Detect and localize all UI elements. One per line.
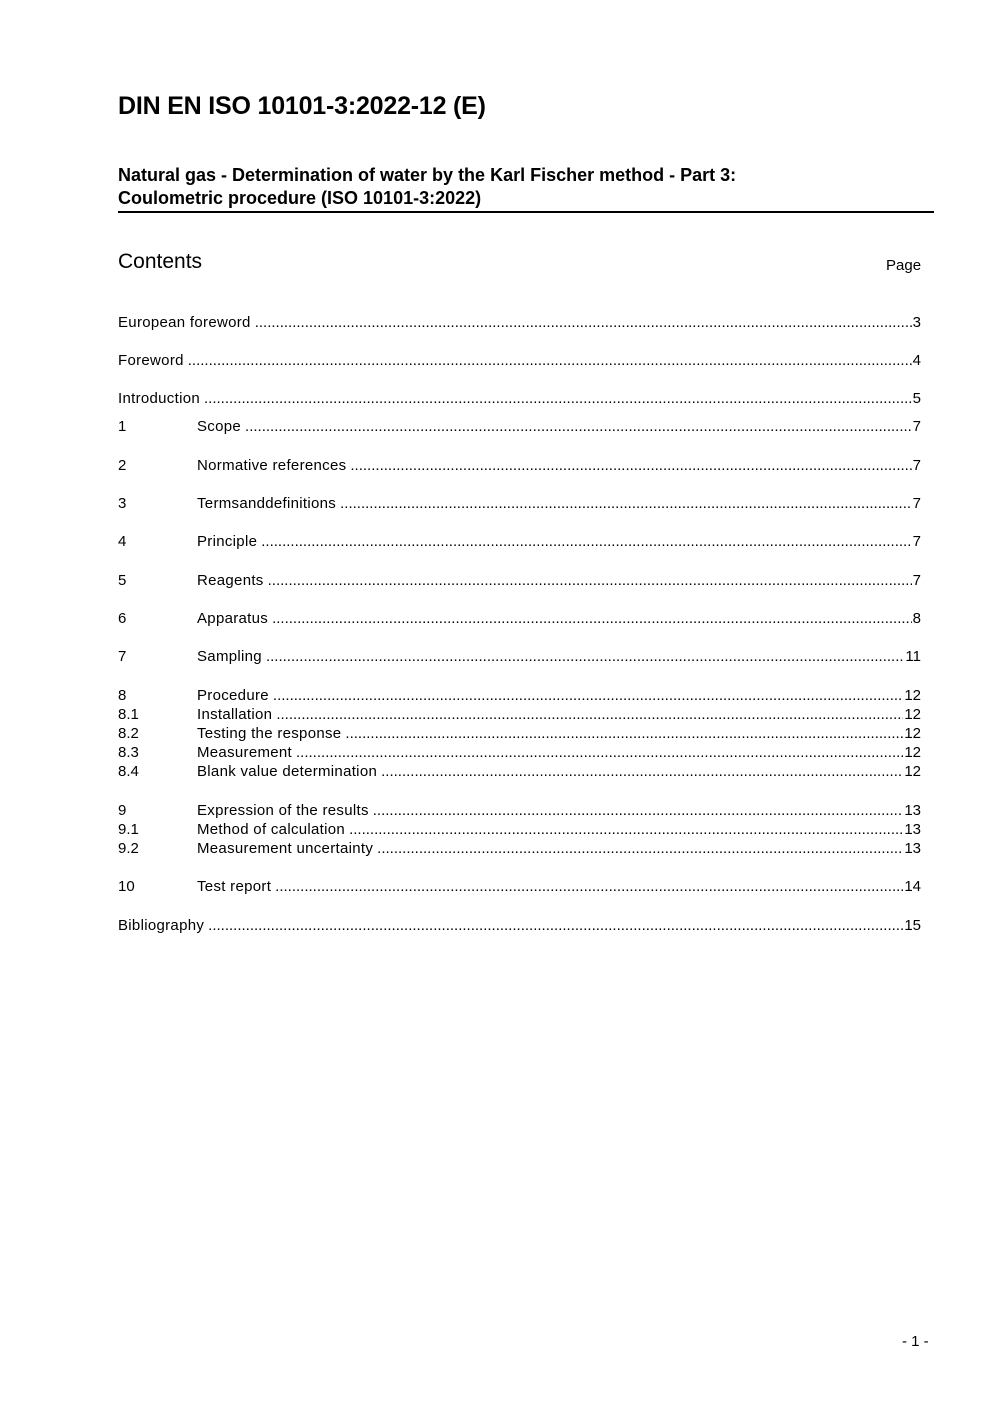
toc-entry-terms-and-definitions[interactable] (118, 494, 921, 513)
toc-dot-leader (381, 762, 903, 781)
toc-entry-page: 7 (912, 572, 921, 589)
toc-entry-sampling[interactable] (118, 647, 921, 666)
toc-entry-title: Principle (197, 533, 258, 550)
toc-dot-leader (373, 801, 904, 820)
toc-entry-number: 6 (118, 610, 127, 627)
toc-dot-leader (276, 705, 903, 724)
subtitle-line-2: Coulometric procedure (ISO 10101-3:2022) (118, 188, 482, 208)
toc-entry-page: 7 (912, 533, 921, 550)
toc-entry-title: European foreword (118, 314, 251, 331)
toc-dot-leader (266, 647, 904, 666)
toc-entry-number: 9.1 (118, 821, 139, 838)
toc-entry-number: 10 (118, 878, 135, 895)
toc-entry-expression-of-results[interactable] (118, 801, 921, 820)
toc-entry-number: 3 (118, 495, 127, 512)
toc-entry-introduction[interactable] (118, 389, 921, 408)
toc-entry-page: 4 (912, 352, 921, 369)
toc-entry-page: 12 (904, 763, 921, 780)
toc-entry-procedure[interactable] (118, 686, 921, 705)
document-subtitle (118, 164, 934, 213)
toc-entry-title: Blank value determination (197, 763, 378, 780)
toc-dot-leader (272, 609, 912, 628)
toc-entry-title: Sampling (197, 648, 262, 665)
toc-entry-bibliography[interactable] (118, 916, 921, 935)
toc-entry-page: 5 (912, 390, 921, 407)
toc-entry-page: 12 (904, 725, 921, 742)
footer-page-number: - 1 - (902, 1333, 929, 1350)
toc-entry-testing-the-response[interactable] (118, 724, 921, 743)
toc-entry-title: Testing the response (197, 725, 342, 742)
toc-dot-leader (296, 743, 903, 762)
toc-entry-page: 12 (904, 744, 921, 761)
toc-dot-leader (349, 820, 903, 839)
toc-entry-title: Normative references (197, 457, 347, 474)
toc-dot-leader (268, 571, 912, 590)
toc-entry-measurement[interactable] (118, 743, 921, 762)
toc-entry-apparatus[interactable] (118, 609, 921, 628)
toc-entry-page: 12 (904, 706, 921, 723)
toc-entry-installation[interactable] (118, 705, 921, 724)
toc-entry-test-report[interactable] (118, 877, 921, 896)
toc-entry-title: Introduction (118, 390, 200, 407)
toc-entry-number: 8.3 (118, 744, 139, 761)
toc-dot-leader (245, 417, 912, 436)
toc-entry-page: 13 (904, 802, 921, 819)
toc-entry-number: 1 (118, 418, 127, 435)
toc-dot-leader (273, 686, 903, 705)
toc-entry-title: Bibliography (118, 917, 205, 934)
toc-entry-number: 8 (118, 687, 127, 704)
toc-dot-leader (350, 456, 911, 475)
toc-entry-number: 8.1 (118, 706, 139, 723)
toc-entry-title: Expression of the results (197, 802, 369, 819)
toc-entry-number: 8.2 (118, 725, 139, 742)
toc-entry-title: Reagents (197, 572, 264, 589)
toc-dot-leader (188, 351, 912, 370)
toc-entry-blank-value-determination[interactable] (118, 762, 921, 781)
toc-entry-title: Foreword (118, 352, 184, 369)
toc-entry-reagents[interactable] (118, 571, 921, 590)
toc-entry-title: Test report (197, 878, 272, 895)
toc-entry-european-foreword[interactable] (118, 313, 921, 332)
toc-entry-number: 2 (118, 457, 127, 474)
toc-entry-number: 7 (118, 648, 127, 665)
toc-dot-leader (377, 839, 903, 858)
toc-dot-leader (340, 494, 912, 513)
toc-entry-foreword[interactable] (118, 351, 921, 370)
toc-entry-page: 7 (912, 418, 921, 435)
toc-entry-principle[interactable] (118, 532, 921, 551)
toc-dot-leader (208, 916, 903, 935)
toc-entry-title: Installation (197, 706, 273, 723)
toc-entry-number: 5 (118, 572, 127, 589)
toc-entry-page: 8 (912, 610, 921, 627)
toc-dot-leader (255, 313, 912, 332)
toc-entry-title: Scope (197, 418, 242, 435)
toc-entry-page: 15 (904, 917, 921, 934)
toc-entry-title: Measurement uncertainty (197, 840, 374, 857)
toc-entry-page: 12 (904, 687, 921, 704)
toc-dot-leader (275, 877, 903, 896)
toc-entry-number: 4 (118, 533, 127, 550)
toc-entry-page: 13 (904, 840, 921, 857)
toc-entry-page: 7 (912, 495, 921, 512)
toc-entry-measurement-uncertainty[interactable] (118, 839, 921, 858)
toc-entry-normative-references[interactable] (118, 456, 921, 475)
toc-entry-page: 3 (912, 314, 921, 331)
toc-entry-title: Apparatus (197, 610, 269, 627)
toc-entry-title: Measurement (197, 744, 293, 761)
toc-entry-title: Method of calculation (197, 821, 346, 838)
toc-entry-page: 11 (905, 648, 921, 665)
toc-dot-leader (261, 532, 911, 551)
document-title: DIN EN ISO 10101-3:2022-12 (E) (118, 92, 486, 120)
contents-heading: Contents (118, 250, 203, 273)
toc-entry-page: 13 (904, 821, 921, 838)
toc-entry-method-of-calculation[interactable] (118, 820, 921, 839)
page-column-label: Page (886, 257, 922, 274)
toc-entry-scope[interactable] (118, 417, 921, 436)
toc-entry-number: 8.4 (118, 763, 139, 780)
toc-entry-title: Termsanddefinitions (197, 495, 337, 512)
subtitle-line-1: Natural gas - Determination of water by the Karl Fischer method - Part 3: (118, 165, 737, 185)
toc-entry-page: 14 (904, 878, 921, 895)
toc-entry-number: 9.2 (118, 840, 139, 857)
toc-entry-page: 7 (912, 457, 921, 474)
toc-entry-title: Procedure (197, 687, 269, 704)
toc-dot-leader (204, 389, 912, 408)
toc-entry-number: 9 (118, 802, 127, 819)
toc-dot-leader (345, 724, 903, 743)
